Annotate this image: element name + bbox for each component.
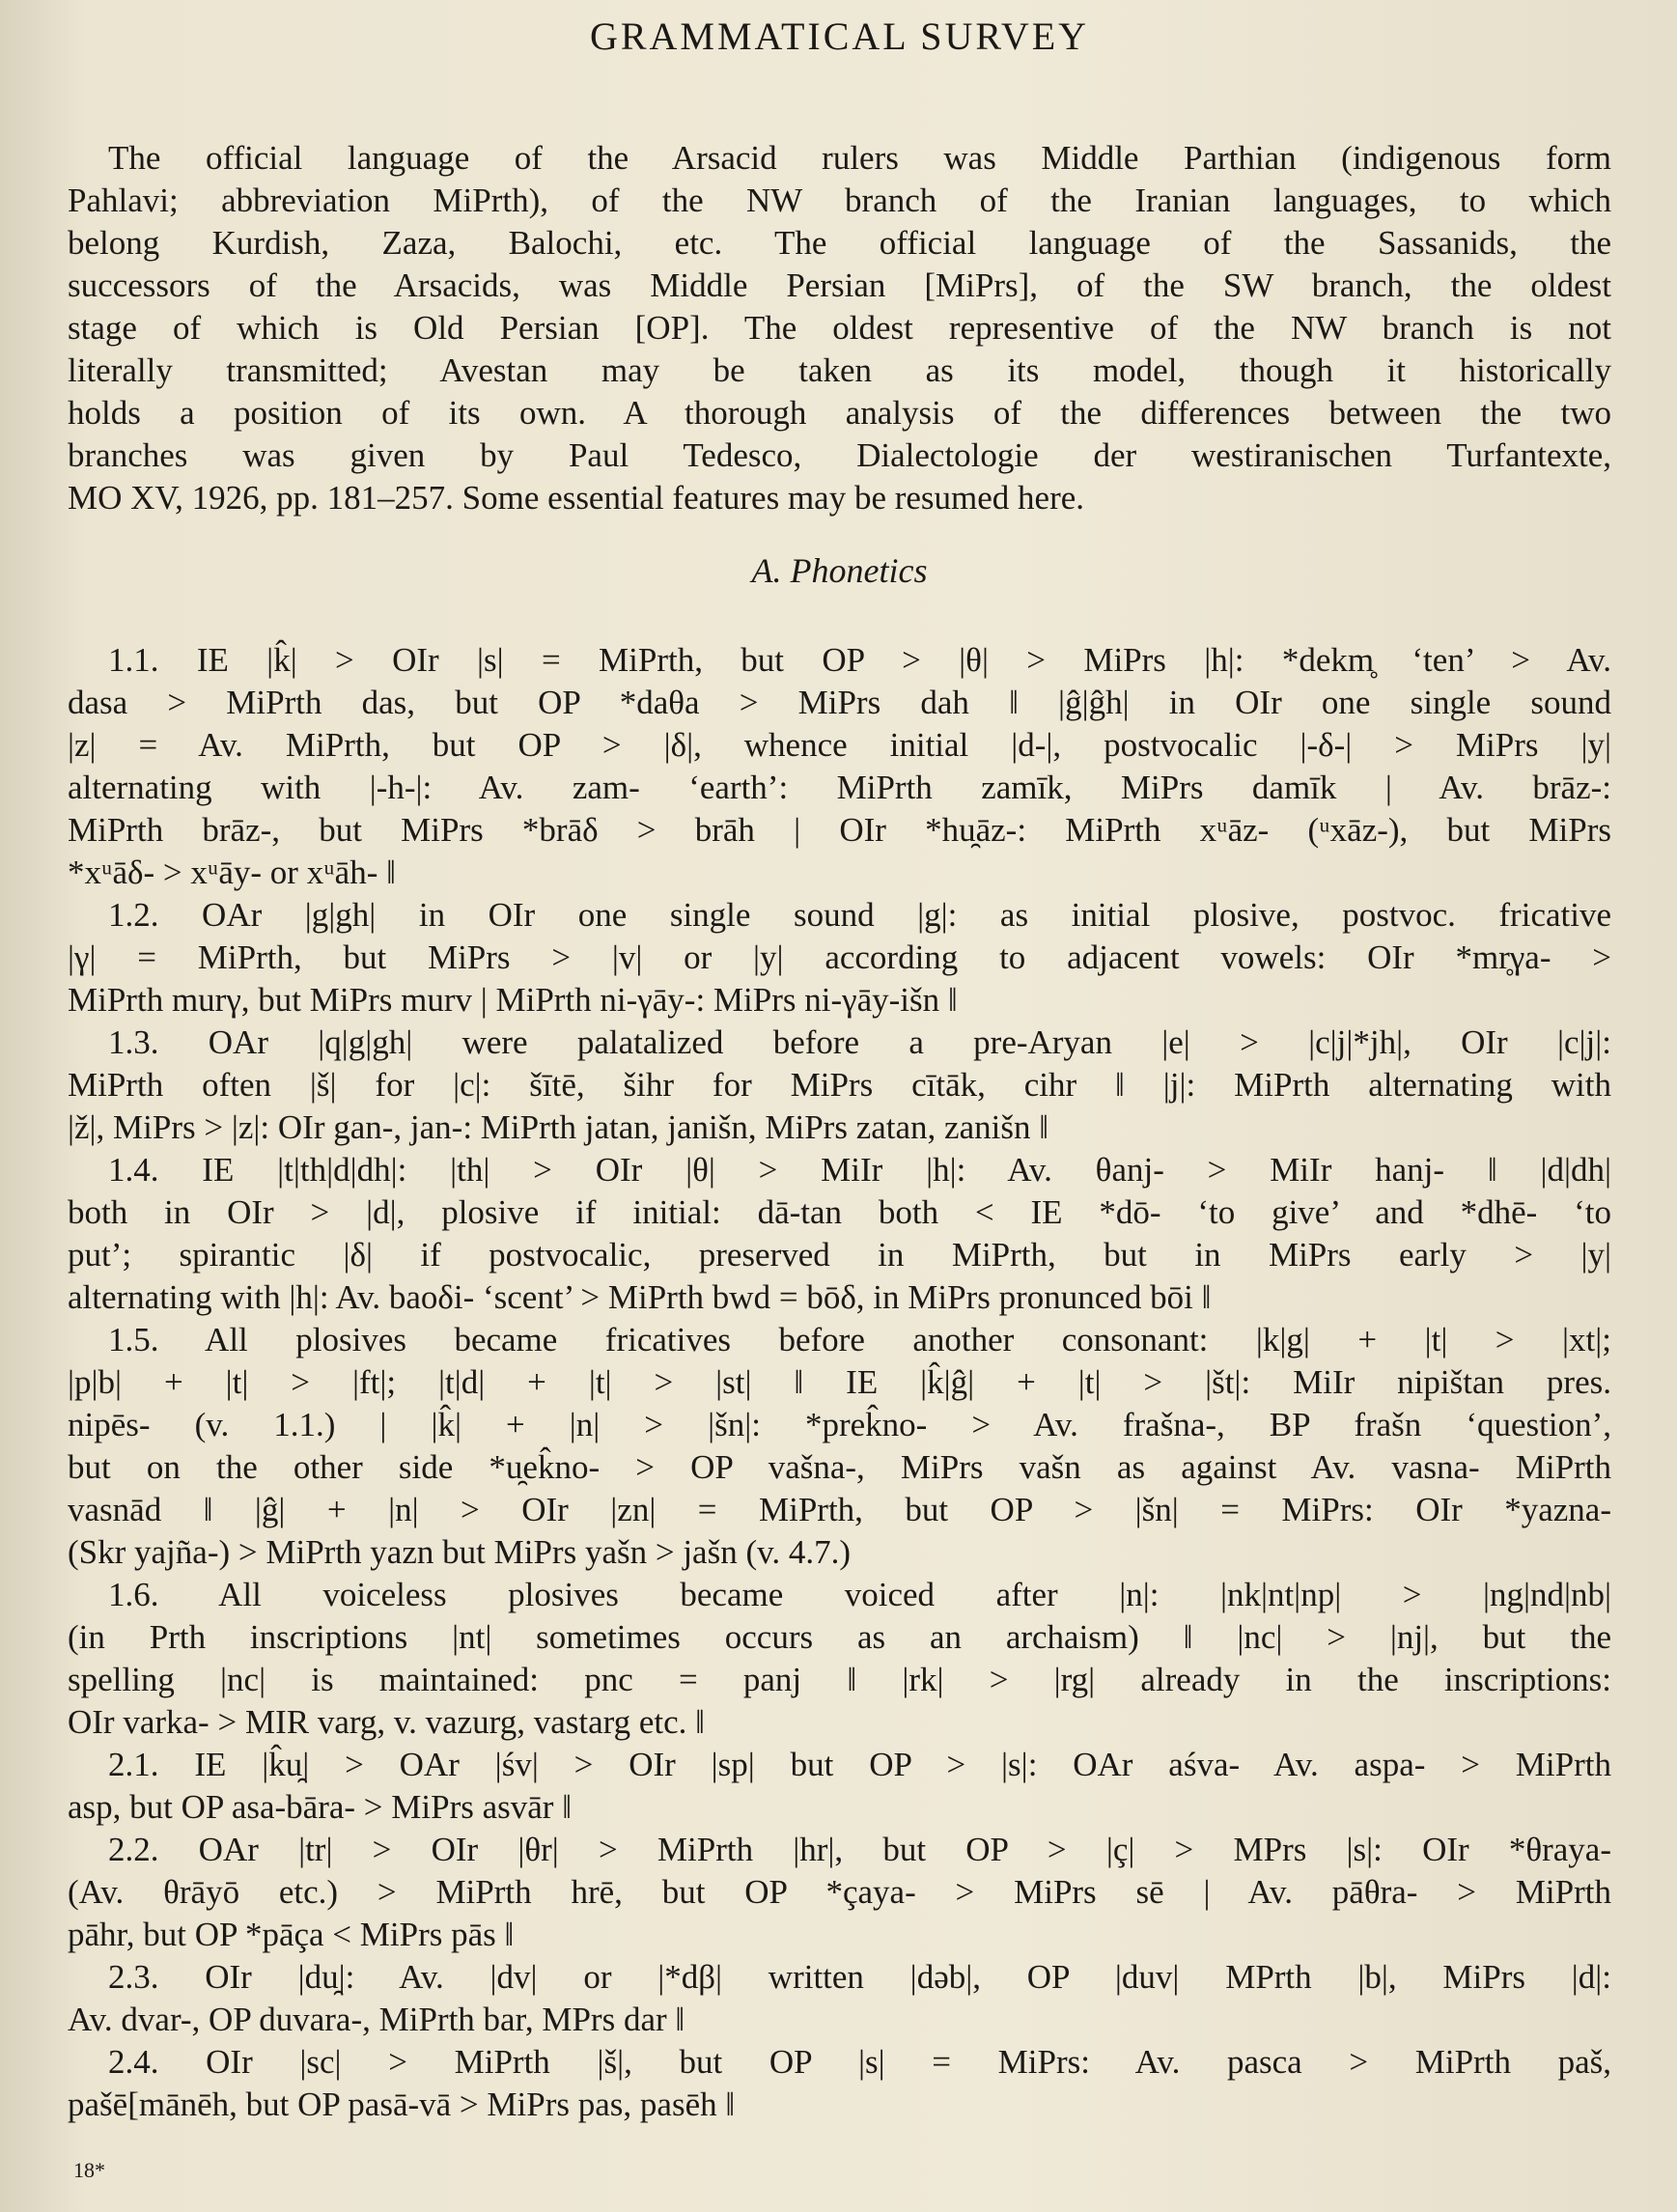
paragraph-line: MiPrth brāz-, but MiPrs *brāδ > brāh | OIr *hu̯āz-: MiPrth xᵘāz- (ᵘxāz-), but MiPrs	[68, 811, 1611, 849]
paragraph-line: |z| = Av. MiPrth, but OP > |δ|, whence initial |d-|, postvocalic |-δ-| > MiPrs |y|	[68, 726, 1611, 764]
intro-line: literally transmitted; Avestan may be taken as its model, though it historically	[68, 351, 1611, 389]
paragraph-line: (Skr yajña-) > MiPrth yazn but MiPrs yašn > jašn (v. 4.7.)	[68, 1533, 851, 1571]
intro-line: branches was given by Paul Tedesco, Dialectologie der westiranischen Turfantexte,	[68, 436, 1611, 474]
paragraph-line: *xᵘāδ- > xᵘāy- or xᵘāh- ‖	[68, 854, 396, 891]
paragraph-line: (Av. θrāyō etc.) > MiPrth hrē, but OP *çaya- > MiPrs sē | Av. pāθra- > MiPrth	[68, 1873, 1611, 1911]
intro-line: Pahlavi; abbreviation MiPrth), of the NW branch of the Iranian languages, to which	[68, 182, 1611, 219]
paragraph	[68, 894, 1611, 1022]
intro-line: holds a position of its own. A thorough analysis of the differences between the two	[68, 394, 1611, 432]
section-title: A. Phonetics	[751, 551, 928, 590]
paragraph-line: pāhr, but OP *pāça < MiPrs pās ‖	[68, 1916, 515, 1953]
paragraph	[68, 1319, 1611, 1574]
phonetics-paragraphs	[68, 639, 1611, 2126]
paragraph-line: but on the other side *u̯ek̂no- > OP vašna-, MiPrs vašn as against Av. vasna- MiPrth	[68, 1448, 1611, 1486]
paragraph	[68, 639, 1611, 894]
paragraph-line: asp, but OP asa-bāra- > MiPrs asvār ‖	[68, 1788, 573, 1826]
paragraph-line: 2.1. IE |k̂u̯| > OAr |śv| > OIr |sp| but OP > |s|: OAr aśva- Av. aspa- > MiPrth	[108, 1746, 1611, 1783]
paragraph-line: 2.3. OIr |du̯|: Av. |dv| or |*dβ| written |dəb|, OP |duv| MPrth |b|, MiPrs |d|:	[108, 1958, 1611, 1996]
paragraph-line: alternating with |h|: Av. baoδi- ‘scent’ > MiPrth bwd = bōδ, in MiPrs pronunced bōi ‖	[68, 1278, 1212, 1316]
paragraph-line: MiPrth murγ, but MiPrs murv | MiPrth ni-γāy-: MiPrs ni-γāy-išn ‖	[68, 981, 958, 1019]
paragraph-line: vasnād ‖ |ĝ| + |n| > OIr |zn| = MiPrth, but OP > |šn| = MiPrs: OIr *yazna-	[68, 1491, 1611, 1528]
paragraph-line: pašē[mānēh, but OP pasā-vā > MiPrs pas, pasēh ‖	[68, 2086, 736, 2123]
intro-line: stage of which is Old Persian [OP]. The oldest representive of the NW branch is not	[68, 309, 1611, 347]
running-heading: GRAMMATICAL SURVEY	[589, 14, 1090, 58]
paragraph-line: 2.4. OIr |sc| > MiPrth |š|, but OP |s| = MiPrs: Av. pasca > MiPrth paš,	[108, 2043, 1611, 2081]
paragraph-line: |γ| = MiPrth, but MiPrs > |v| or |y| according to adjacent vowels: OIr *mr̥γa- >	[68, 938, 1611, 976]
paragraph-line: put’; spirantic |δ| if postvocalic, preserved in MiPrth, but in MiPrs early > |y|	[68, 1236, 1611, 1274]
paragraph-line: both in OIr > |d|, plosive if initial: dā-tan both < IE *dō- ‘to give’ and *dhē- ‘to	[68, 1193, 1611, 1231]
paragraph	[68, 1574, 1611, 1744]
paragraph	[68, 1022, 1611, 1149]
intro-line: MO XV, 1926, pp. 181–257. Some essential features may be resumed here.	[68, 479, 1085, 517]
paragraph-line: alternating with |-h-|: Av. zam- ‘earth’: MiPrth zamīk, MiPrs damīk | Av. brāz-:	[68, 769, 1611, 806]
paragraph	[68, 1149, 1611, 1319]
paragraph-line: Av. dvar-, OP duvara-, MiPrth bar, MPrs dar ‖	[68, 2001, 685, 2038]
paragraph-line: |ž|, MiPrs > |z|: OIr gan-, jan-: MiPrth jatan, janišn, MiPrs zatan, zanišn ‖	[68, 1108, 1049, 1146]
paragraph-line: nipēs- (v. 1.1.) | |k̂| + |n| > |šn|: *prek̂no- > Av. frašna-, BP frašn ‘question’,	[68, 1406, 1611, 1443]
paragraph-line: MiPrth often |š| for |c|: šītē, šihr for MiPrs cītāk, cihr ‖ |j|: MiPrth alternating with	[68, 1066, 1611, 1104]
folio-number: 18*	[73, 2158, 105, 2182]
paragraph-line: 1.4. IE |t|th|d|dh|: |th| > OIr |θ| > MiIr |h|: Av. θanj- > MiIr hanj- ‖ |d|dh|	[108, 1151, 1611, 1189]
paragraph	[68, 1744, 1611, 1829]
paragraph-line: |p|b| + |t| > |ft|; |t|d| + |t| > |st| ‖ IE |k̂|ĝ| + |t| > |št|: MiIr nipištan pres.	[68, 1363, 1611, 1401]
intro-line: The official language of the Arsacid rulers was Middle Parthian (indigenous form	[108, 139, 1611, 177]
paragraph-line: 1.6. All voiceless plosives became voiced after |n|: |nk|nt|np| > |ng|nd|nb|	[108, 1576, 1611, 1613]
paragraph-line: OIr varka- > MIR varg, v. vazurg, vastarg etc. ‖	[68, 1703, 706, 1741]
paragraph-line: 1.2. OAr |g|gh| in OIr one single sound |g|: as initial plosive, postvoc. fricative	[108, 896, 1611, 934]
paragraph-line: dasa > MiPrth das, but OP *daθa > MiPrs dah ‖ |ĝ|ĝh| in OIr one single sound	[68, 684, 1611, 721]
paragraph-line: 1.1. IE |k̂| > OIr |s| = MiPrth, but OP > |θ| > MiPrs |h|: *dekm̥ ‘ten’ > Av.	[108, 641, 1611, 679]
paragraph-line: 2.2. OAr |tr| > OIr |θr| > MiPrth |hr|, but OP > |ç| > MPrs |s|: OIr *θraya-	[108, 1831, 1611, 1868]
paragraph-line: (in Prth inscriptions |nt| sometimes occurs as an archaism) ‖ |nc| > |nj|, but the	[68, 1618, 1611, 1656]
paragraph	[68, 2041, 1611, 2126]
intro-paragraph	[68, 137, 1611, 519]
paragraph-line: 1.5. All plosives became fricatives before another consonant: |k|g| + |t| > |xt|;	[108, 1321, 1611, 1358]
intro-line: belong Kurdish, Zaza, Balochi, etc. The official language of the Sassanids, the	[68, 224, 1611, 262]
paragraph	[68, 1956, 1611, 2041]
paragraph	[68, 1829, 1611, 1956]
paragraph-line: spelling |nc| is maintained: pnc = panj ‖ |rk| > |rg| already in the inscriptions:	[68, 1661, 1611, 1698]
intro-line: successors of the Arsacids, was Middle Persian [MiPrs], of the SW branch, the oldest	[68, 266, 1611, 304]
paragraph-line: 1.3. OAr |q|g|gh| were palatalized before a pre-Aryan |e| > |c|j|*jh|, OIr |c|j|:	[108, 1023, 1611, 1061]
